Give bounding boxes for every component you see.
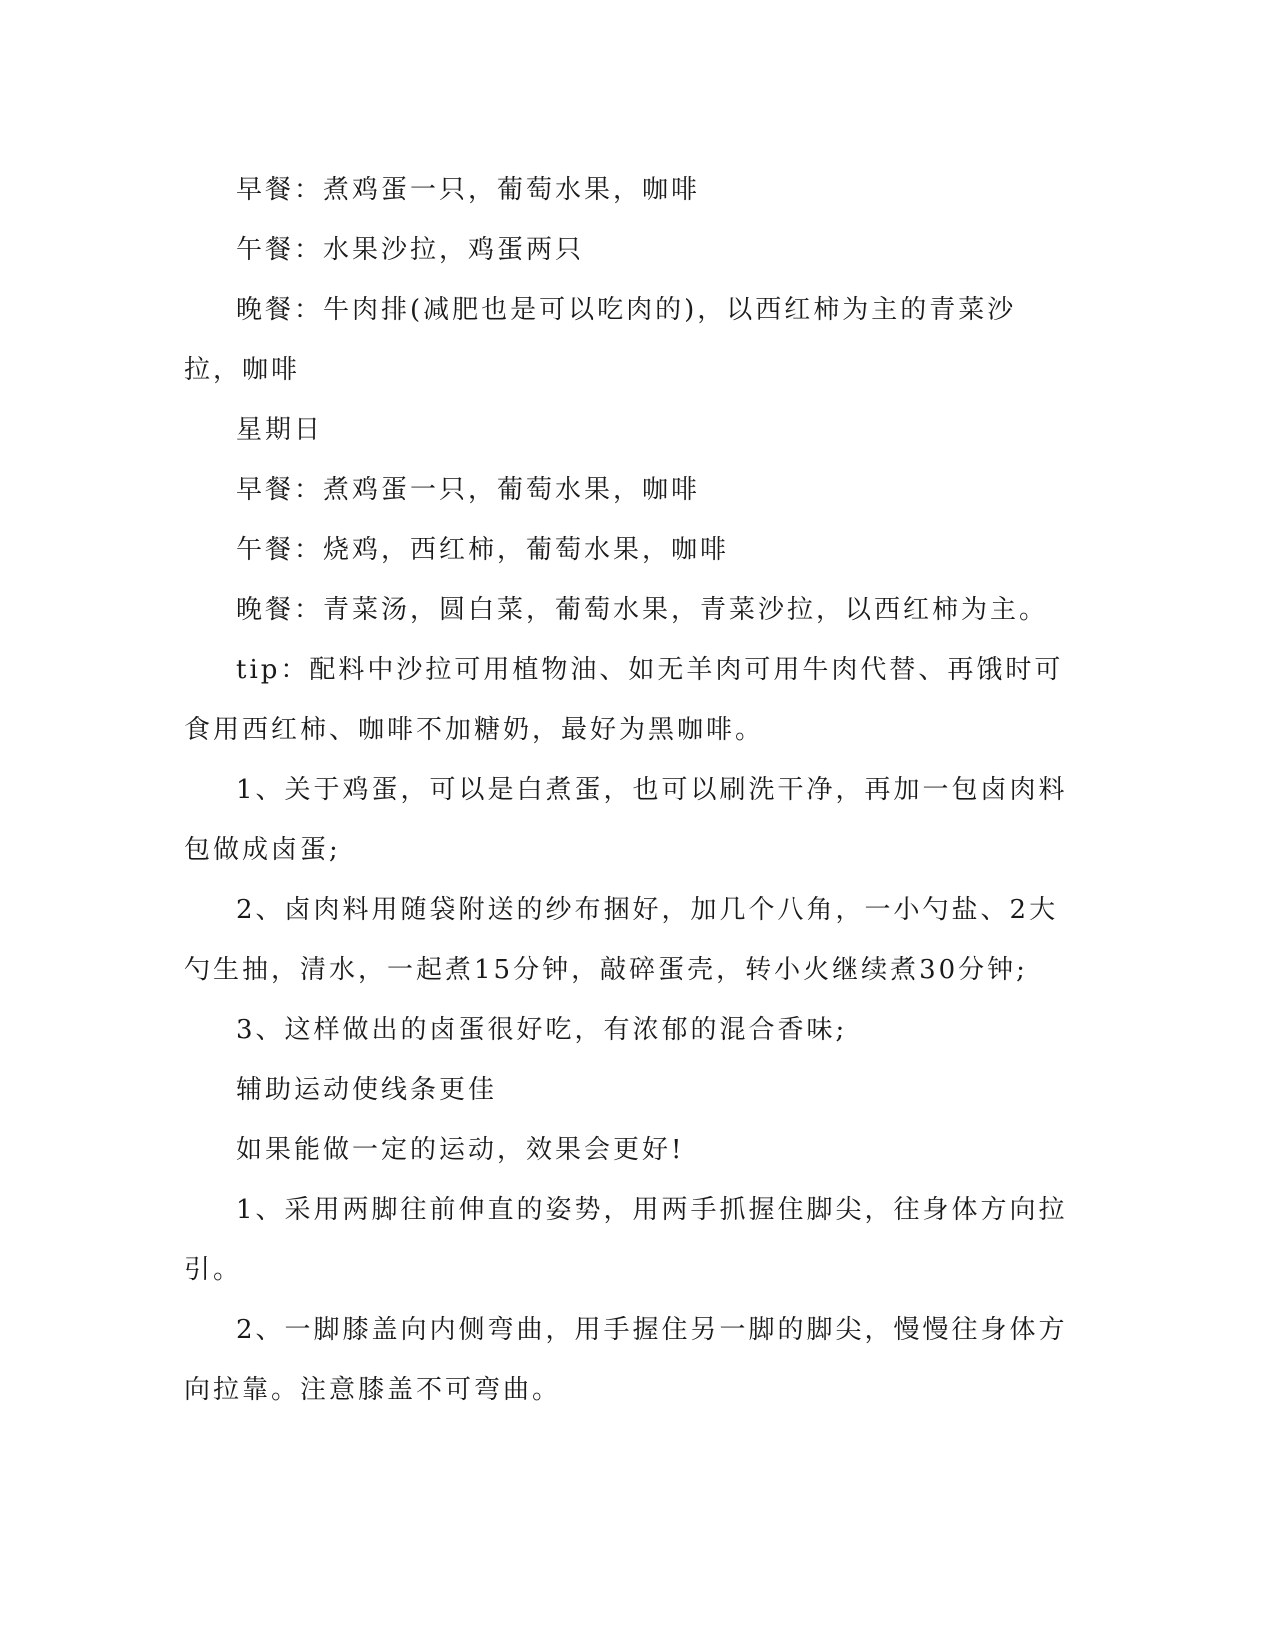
paragraph-exercise-step-2: 2、一脚膝盖向内侧弯曲，用手握住另一脚的脚尖，慢慢往身体方向拉靠。注意膝盖不可弯曲。 (184, 1315, 1068, 1405)
paragraph-exercise-intro: 如果能做一定的运动，效果会更好! (236, 1135, 685, 1165)
paragraph-breakfast-sat: 早餐：煮鸡蛋一只，葡萄水果，咖啡 (236, 175, 701, 205)
paragraph-exercise-step-1: 1、采用两脚往前伸直的姿势，用两手抓握住脚尖，往身体方向拉引。 (184, 1195, 1068, 1285)
paragraph-lunch-sun: 午餐：烧鸡，西红柿，葡萄水果，咖啡 (236, 535, 730, 565)
paragraph-egg-step-1: 1、关于鸡蛋，可以是白煮蛋，也可以刷洗干净，再加一包卤肉料包做成卤蛋; (184, 775, 1068, 865)
section-heading-sunday: 星期日 (236, 415, 324, 445)
document-body (184, 160, 1074, 1420)
paragraph-egg-step-2: 2、卤肉料用随袋附送的纱布捆好，加几个八角，一小勺盐、2大勺生抽，清水，一起煮15分钟，敲碎蛋壳，转小火继续煮30分钟; (184, 895, 1059, 985)
paragraph-breakfast-sun: 早餐：煮鸡蛋一只，葡萄水果，咖啡 (236, 475, 701, 505)
section-heading-exercise: 辅助运动使线条更佳 (236, 1075, 498, 1105)
paragraph-lunch-sat: 午餐：水果沙拉，鸡蛋两只 (236, 235, 585, 265)
paragraph-dinner-sat: 晚餐：牛肉排(减肥也是可以吃肉的)，以西红柿为主的青菜沙拉，咖啡 (184, 295, 1017, 385)
paragraph-egg-step-3: 3、这样做出的卤蛋很好吃，有浓郁的混合香味; (236, 1015, 848, 1045)
paragraph-dinner-sun: 晚餐：青菜汤，圆白菜，葡萄水果，青菜沙拉，以西红柿为主。 (236, 595, 1049, 625)
paragraph-tip: tip：配料中沙拉可用植物油、如无羊肉可用牛肉代替、再饿时可食用西红柿、咖啡不加糖奶，最好为黑咖啡。 (184, 655, 1064, 745)
